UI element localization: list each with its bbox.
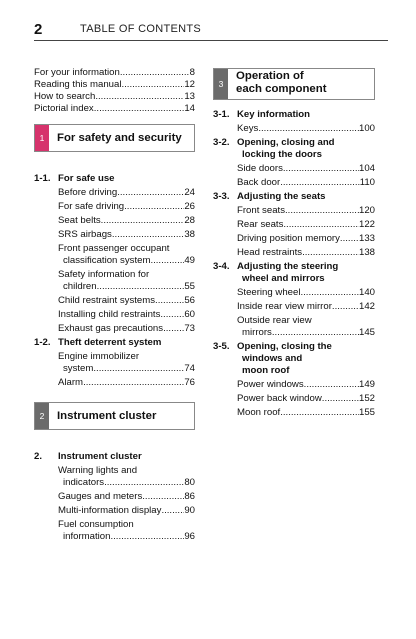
subsection-heading[interactable]: 1-2. Theft deterrent system [34,337,162,348]
subsection-heading[interactable]: 3-3. Adjusting the seats [213,191,326,202]
subsection-3-5 [213,341,375,419]
section-3-header[interactable] [213,68,375,100]
toc-entry[interactable]: Exhaust gas precautions ..... 73 [34,323,195,335]
toc-entry[interactable]: Safety information for children ..... 55 [34,269,195,293]
toc-entry[interactable]: Gauges and meters ..... 86 [34,491,195,503]
toc-entry[interactable]: Driving position memory ..... 133 [213,233,375,245]
section-number-badge: 1 [35,125,49,151]
toc-entry[interactable]: Moon roof ..... 155 [213,407,375,419]
toc-entry[interactable]: Front passenger occupant classification system ..... 49 [34,243,195,267]
toc-entry[interactable]: Power windows ..... 149 [213,379,375,391]
subsection-3-3 [213,191,375,259]
subsection-1-1 [34,173,195,335]
subsection-heading[interactable]: 3-4. Adjusting the steering wheel and mirrors [213,261,339,284]
subsection-3-1 [213,109,375,135]
toc-entry[interactable]: Fuel consumption information ..... 96 [34,519,195,543]
page-header [34,16,388,42]
toc-entry[interactable]: Multi-information display ..... 90 [34,505,195,517]
subsection-heading[interactable]: 3-1. Key information [213,109,311,120]
toc-entry[interactable]: Outside rear view mirrors ..... 145 [213,315,375,339]
section-number-badge: 2 [35,403,49,429]
section-title: Operation of each component [236,70,327,95]
toc-entry[interactable]: Alarm ..... 76 [34,377,195,389]
toc-entry[interactable]: Reading this manual ..... 12 [34,79,195,91]
toc-entry[interactable]: For your information ..... 8 [34,67,195,79]
toc-entry[interactable]: Power back window ..... 152 [213,393,375,405]
toc-entry[interactable]: Engine immobilizer system ..... 74 [34,351,195,375]
toc-entry[interactable]: Head restraints ..... 138 [213,247,375,259]
toc-entry[interactable]: Pictorial index ..... 14 [34,103,195,115]
section-number-badge: 3 [214,69,228,99]
toc-entry[interactable]: Side doors ..... 104 [213,163,375,175]
section-title: Instrument cluster [57,410,157,422]
subsection-2 [34,451,195,543]
subsection-heading[interactable]: 1-1. For safe use [34,173,115,184]
left-column [34,67,195,543]
toc-entry[interactable]: Seat belts ..... 28 [34,215,195,227]
section-title: For safety and security [57,132,182,144]
toc-entry[interactable]: Installing child restraints ..... 60 [34,309,195,321]
subsection-1-2 [34,337,195,389]
toc-entry[interactable]: For safe driving ..... 26 [34,201,195,213]
subsection-3-2 [213,137,375,189]
page-number: 2 [34,21,43,38]
toc-entry[interactable]: Front seats ..... 120 [213,205,375,217]
subsection-heading[interactable]: 3-2. Opening, closing and locking the doors [213,137,335,160]
toc-entry[interactable]: How to search ..... 13 [34,91,195,103]
right-column [213,68,375,419]
subsection-heading[interactable]: 2. Instrument cluster [34,451,142,462]
toc-entry[interactable]: Rear seats ..... 122 [213,219,375,231]
toc-entry[interactable]: Warning lights and indicators ..... 80 [34,465,195,489]
subsection-heading[interactable]: 3-5. Opening, closing the windows and moon roof [213,341,332,376]
header-rule [34,40,388,41]
section-2-header[interactable] [34,402,195,430]
intro-list [34,67,195,115]
toc-entry[interactable]: Child restraint systems ..... 56 [34,295,195,307]
toc-entry[interactable]: Steering wheel ..... 140 [213,287,375,299]
toc-entry[interactable]: SRS airbags ..... 38 [34,229,195,241]
toc-entry[interactable]: Back door ..... 110 [213,177,375,189]
toc-entry[interactable]: Keys ..... 100 [213,123,375,135]
subsection-3-4 [213,261,375,339]
toc-entry[interactable]: Before driving ..... 24 [34,187,195,199]
section-1-header[interactable] [34,124,195,152]
header-title: TABLE OF CONTENTS [80,23,202,35]
toc-entry[interactable]: Inside rear view mirror ..... 142 [213,301,375,313]
